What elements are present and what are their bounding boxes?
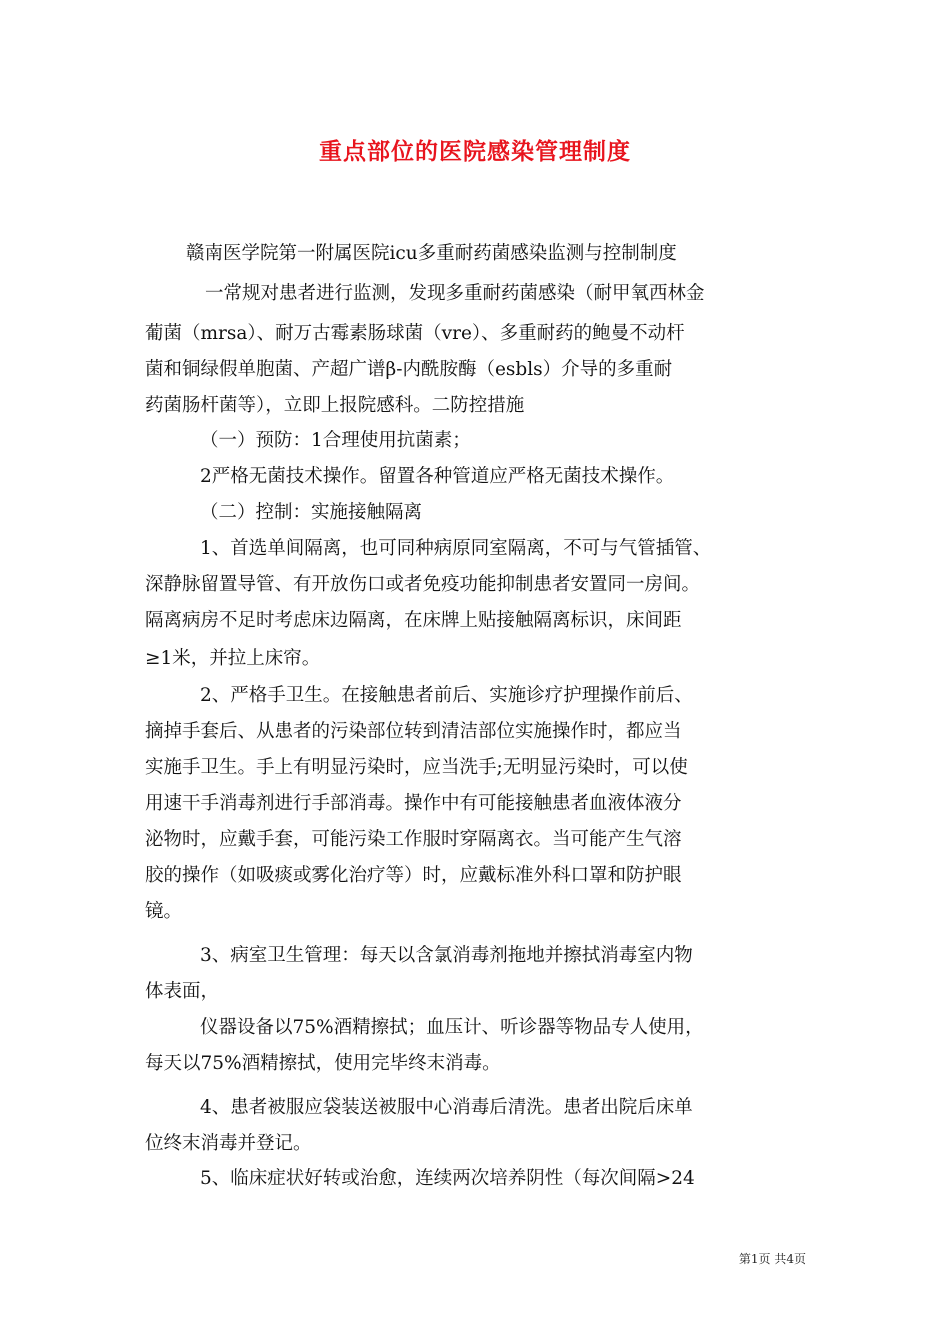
text-line: 葡菌（mrsa）、耐万古霉素肠球菌（vre）、多重耐药的鲍曼不动杆 bbox=[145, 323, 685, 344]
text-line: （一）预防：1合理使用抗菌素； bbox=[200, 430, 471, 451]
text-line: 体表面， bbox=[145, 981, 220, 1002]
text-line: 位终末消毒并登记。 bbox=[145, 1133, 312, 1154]
text-line: 菌和铜绿假单胞菌、产超广谱β-内酰胺酶（esbls）介导的多重耐 bbox=[145, 359, 673, 380]
document-title: 重点部位的医院感染管理制度 bbox=[319, 138, 631, 165]
text-line: 1、首选单间隔离，也可同种病原同室隔离，不可与气管插管、 bbox=[200, 538, 712, 559]
text-line: ≥1米，并拉上床帘。 bbox=[145, 648, 321, 669]
text-line: 2、严格手卫生。在接触患者前后、实施诊疗护理操作前后、 bbox=[200, 685, 693, 706]
text-line: 摘掉手套后、从患者的污染部位转到清洁部位实施操作时，都应当 bbox=[145, 721, 682, 742]
text-line: 泌物时，应戴手套，可能污染工作服时穿隔离衣。当可能产生气溶 bbox=[145, 829, 682, 850]
text-line: 2严格无菌技术操作。留置各种管道应严格无菌技术操作。 bbox=[200, 466, 675, 487]
text-line: 5、临床症状好转或治愈，连续两次培养阴性（每次间隔>24 bbox=[200, 1168, 695, 1189]
text-line: 深静脉留置导管、有开放伤口或者免疫功能抑制患者安置同一房间。 bbox=[145, 574, 701, 595]
text-line: 药菌肠杆菌等），立即上报院感科。二防控措施 bbox=[145, 395, 525, 416]
text-line: 赣南医学院第一附属医院icu多重耐药菌感染监测与控制制度 bbox=[186, 243, 677, 264]
text-line: 隔离病房不足时考虑床边隔离，在床牌上贴接触隔离标识，床间距 bbox=[145, 610, 682, 631]
text-line: 胶的操作（如吸痰或雾化治疗等）时，应戴标准外科口罩和防护眼 bbox=[145, 865, 682, 886]
text-line: 4、患者被服应袋装送被服中心消毒后清洗。患者出院后床单 bbox=[200, 1097, 693, 1118]
text-line: 仪器设备以75%酒精擦拭；血压计、听诊器等物品专人使用， bbox=[200, 1017, 704, 1038]
text-line: （二）控制：实施接触隔离 bbox=[200, 502, 423, 523]
text-line: 实施手卫生。手上有明显污染时，应当洗手;无明显污染时，可以使 bbox=[145, 757, 688, 778]
text-line: 一常规对患者进行监测，发现多重耐药菌感染（耐甲氧西林金 bbox=[205, 283, 705, 304]
text-line: 每天以75%酒精擦拭，使用完毕终末消毒。 bbox=[145, 1053, 501, 1074]
text-line: 3、病室卫生管理：每天以含氯消毒剂拖地并擦拭消毒室内物 bbox=[200, 945, 693, 966]
text-line: 用速干手消毒剂进行手部消毒。操作中有可能接触患者血液体液分 bbox=[145, 793, 682, 814]
text-line: 镜。 bbox=[145, 901, 183, 922]
page-number: 第1页 共4页 bbox=[738, 1252, 806, 1266]
